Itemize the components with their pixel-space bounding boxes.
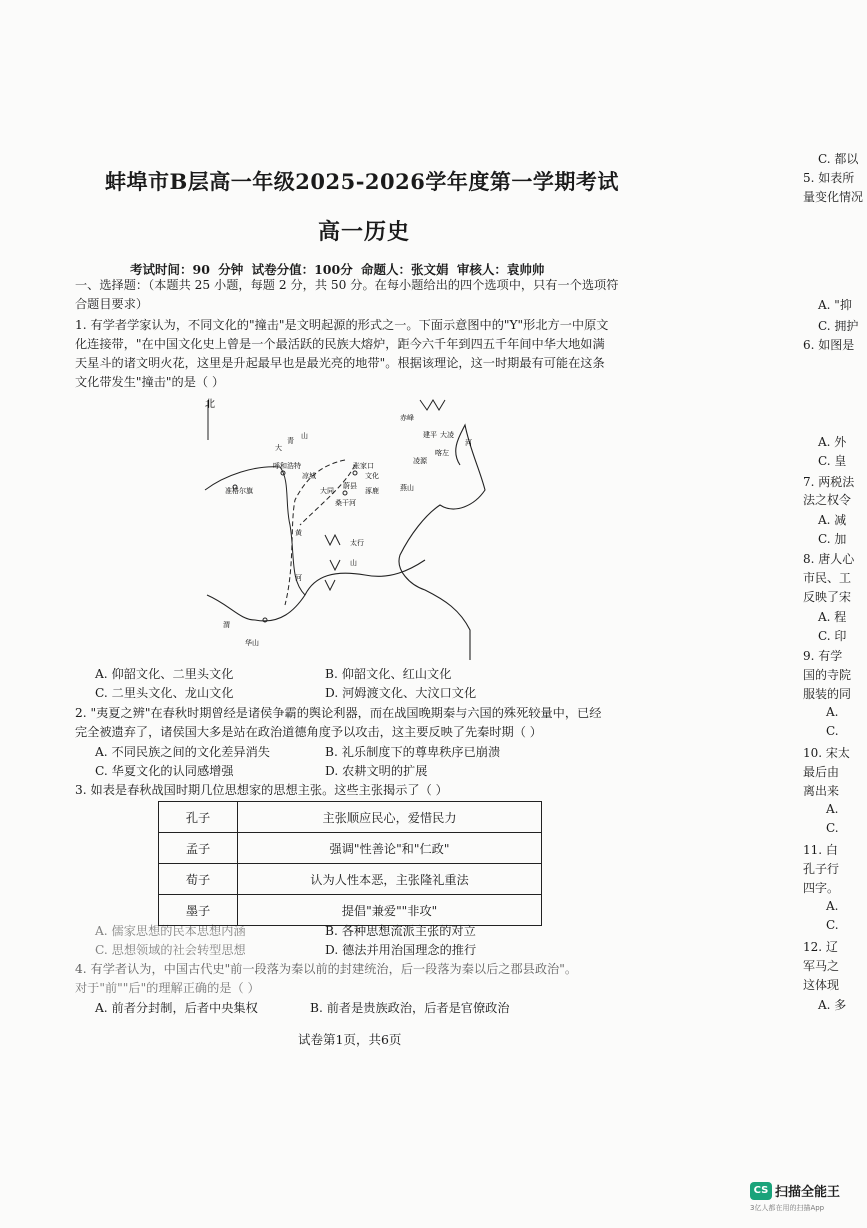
mountain-ridge: [420, 400, 445, 410]
right-fragment: A. 多: [818, 998, 847, 1012]
right-fragment: A.: [826, 705, 839, 719]
q1-line-2: 化连接带，"在中国文化史上曾是一个最活跃的民族大熔炉，距今六千年到四五千年间中华大地如满: [75, 337, 605, 351]
thinker-name: 墨子: [159, 895, 238, 926]
map-place-label: 华山: [245, 639, 259, 647]
map-place-label: 文化: [365, 472, 379, 480]
right-fragment: 6. 如图是: [803, 338, 855, 352]
camscanner-logo-icon: CS: [750, 1182, 772, 1200]
right-fragment: C. 印: [818, 629, 847, 643]
taihang-ridge: [325, 535, 340, 590]
right-fragment: 法之权令: [803, 493, 852, 507]
right-fragment: C.: [826, 918, 839, 932]
map-place-label: 呼和浩特: [273, 462, 301, 470]
right-fragment: C. 加: [818, 532, 847, 546]
table-row: [159, 864, 542, 895]
map-north-label: 北: [205, 399, 215, 410]
thinker-idea: 主张顺应民心，爱惜民力: [238, 802, 542, 833]
right-fragment: A. 减: [818, 513, 847, 527]
q4-option-a[interactable]: A. 前者分封制，后者中央集权: [95, 1001, 258, 1015]
right-fragment: 10. 宋太: [803, 746, 850, 760]
site-marker: [343, 491, 347, 495]
q1-line-4: 文化带发生"撞击"的是（ ）: [75, 375, 225, 389]
site-marker: [353, 471, 357, 475]
q1-option-d[interactable]: D. 河姆渡文化、大汶口文化: [325, 686, 477, 700]
watermark-tagline: 3亿人都在用的扫描App: [750, 1204, 825, 1212]
map-place-label: 太行: [350, 539, 364, 547]
right-fragment: A. "抑: [818, 298, 852, 312]
map-place-label: 大: [275, 444, 282, 452]
right-fragment: C. 皇: [818, 454, 847, 468]
right-fragment: 12. 辽: [803, 940, 838, 954]
map-place-label: 山: [301, 432, 308, 440]
right-fragment: C. 拥护: [818, 319, 859, 333]
q1-option-a[interactable]: A. 仰韶文化、二里头文化: [95, 667, 234, 681]
right-fragment: 孔子行: [803, 862, 840, 876]
map-place-label: 青: [287, 437, 294, 445]
q1-option-c[interactable]: C. 二里头文化、龙山文化: [95, 686, 234, 700]
map-place-label: 黄: [295, 529, 302, 537]
q4-option-b[interactable]: B. 前者是贵族政治，后者是官僚政治: [310, 1001, 510, 1015]
q3-option-d[interactable]: D. 德法并用治国理念的推行: [325, 943, 477, 957]
right-fragment: 8. 唐人心: [803, 552, 855, 566]
right-fragment: 反映了宋: [803, 590, 852, 604]
right-fragment: 9. 有学: [803, 649, 843, 663]
thinker-name: 荀子: [159, 864, 238, 895]
exam-title: 蚌埠市B层高一年级2025-2026学年度第一学期考试: [105, 169, 619, 194]
right-fragment: A. 外: [818, 435, 847, 449]
q2-option-a[interactable]: A. 不同民族之间的文化差异消失: [95, 745, 270, 759]
table-row: [159, 895, 542, 926]
right-fragment: C.: [826, 821, 839, 835]
q4-line-1: 4. 有学者认为，中国古代史"前一段落为秦以前的封建统治，后一段落为秦以后之郡县政治"。: [75, 962, 578, 976]
thinker-idea: 认为人性本恶，主张隆礼重法: [238, 864, 542, 895]
right-fragment: 服装的同: [803, 687, 852, 701]
q1-line-3: 天星斗的诸文明火花，这里是升起最早也是最光亮的地带"。根据该理论，这一时期最有可能在这条: [75, 356, 605, 370]
loess-bend: [205, 467, 305, 595]
right-fragment: 7. 两税法: [803, 475, 855, 489]
q1-line-1: 1. 有学者学家认为，不同文化的"撞击"是文明起源的形式之一。下面示意图中的"Y"形北方一中原文: [75, 318, 609, 332]
map-place-label: 大凌: [440, 431, 454, 439]
thinker-idea: 强调"性善论"和"仁政": [238, 833, 542, 864]
map-place-label: 凉城: [302, 472, 316, 480]
map-place-label: 大同: [320, 487, 334, 495]
map-place-label: 蔚县: [343, 482, 357, 490]
thinker-name: 孔子: [159, 802, 238, 833]
right-fragment: C. 都以: [818, 152, 859, 166]
right-fragment: 11. 白: [803, 843, 838, 857]
yellow-river: [207, 560, 425, 621]
q3-option-a[interactable]: A. 儒家思想的民本思想内涵: [95, 924, 246, 938]
scanner-watermark: [750, 1180, 858, 1220]
map-place-label: 桑干河: [335, 499, 356, 507]
q2-line-1: 2. "夷夏之辨"在春秋时期曾经是诸侯争霸的舆论利器，而在战国晚期秦与六国的殊死较量中，已经: [75, 706, 602, 720]
map-place-label: 山: [350, 559, 357, 567]
right-fragment: 离出来: [803, 784, 840, 798]
q3-line-1: 3. 如表是春秋战国时期几位思想家的思想主张。这些主张揭示了（ ）: [75, 783, 448, 797]
map-place-label: 张家口: [353, 462, 374, 470]
map-place-label: 燕山: [400, 484, 414, 492]
right-fragment: 市民、工: [803, 571, 852, 585]
map-place-label: 河: [295, 574, 302, 582]
exam-meta: 考试时间：90 分钟 试卷分值：100分 命题人：张文娟 审核人：袁帅帅: [130, 262, 545, 277]
q4-line-2: 对于"前""后"的理解正确的是（ ）: [75, 981, 260, 995]
q2-option-b[interactable]: B. 礼乐制度下的尊卑秩序已崩溃: [325, 745, 501, 759]
map-place-label: 准格尔旗: [225, 487, 253, 495]
y-belt-left: [285, 460, 345, 605]
thinker-idea: 提倡"兼爱""非攻": [238, 895, 542, 926]
watermark-brand: 扫描全能王: [775, 1185, 841, 1200]
map-place-label: 河: [465, 439, 472, 447]
section-heading-2: 合题目要求）: [75, 297, 149, 311]
q3-option-c[interactable]: C. 思想领域的社会转型思想: [95, 943, 246, 957]
right-fragment: 军马之: [803, 959, 840, 973]
table-row: [159, 802, 542, 833]
right-fragment: 这体现: [803, 978, 840, 992]
q2-option-d[interactable]: D. 农耕文明的扩展: [325, 764, 428, 778]
section-heading-1: 一、选择题：（本题共 25 小题，每题 2 分，共 50 分。在每小题给出的四个选项中，只有一个选项符: [75, 278, 619, 292]
map-place-label: 建平: [423, 431, 437, 439]
right-fragment: A. 程: [818, 610, 847, 624]
right-fragment: 5. 如表所: [803, 171, 855, 185]
right-fragment: 四字。: [803, 881, 840, 895]
map-place-label: 赤峰: [400, 414, 414, 422]
thinker-name: 孟子: [159, 833, 238, 864]
page-footer: 试卷第1页，共6页: [298, 1032, 402, 1047]
map-place-label: 涿鹿: [365, 487, 379, 495]
right-fragment: A.: [826, 802, 839, 816]
map-place-label: 凌源: [413, 457, 427, 465]
culture-belt-map: [195, 395, 495, 660]
q1-option-b[interactable]: B. 仰韶文化、红山文化: [325, 667, 452, 681]
right-fragment: 最后由: [803, 765, 840, 779]
right-fragment: 国的寺院: [803, 668, 852, 682]
map-place-label: 渭: [223, 621, 230, 629]
map-place-label: 喀左: [435, 449, 449, 457]
q2-line-2: 完全被遗弃了，诸侯国大多是站在政治道德角度予以攻击，这主要反映了先秦时期（ ）: [75, 725, 542, 739]
right-fragment: A.: [826, 899, 839, 913]
right-fragment: C.: [826, 724, 839, 738]
q2-option-c[interactable]: C. 华夏文化的认同感增强: [95, 764, 234, 778]
q3-option-b[interactable]: B. 各种思想流派主张的对立: [325, 924, 476, 938]
table-row: [159, 833, 542, 864]
coastline: [399, 425, 485, 660]
right-fragment: 量变化情况: [803, 190, 864, 204]
exam-subject: 高一历史: [318, 219, 411, 245]
thinkers-table: [158, 801, 542, 926]
